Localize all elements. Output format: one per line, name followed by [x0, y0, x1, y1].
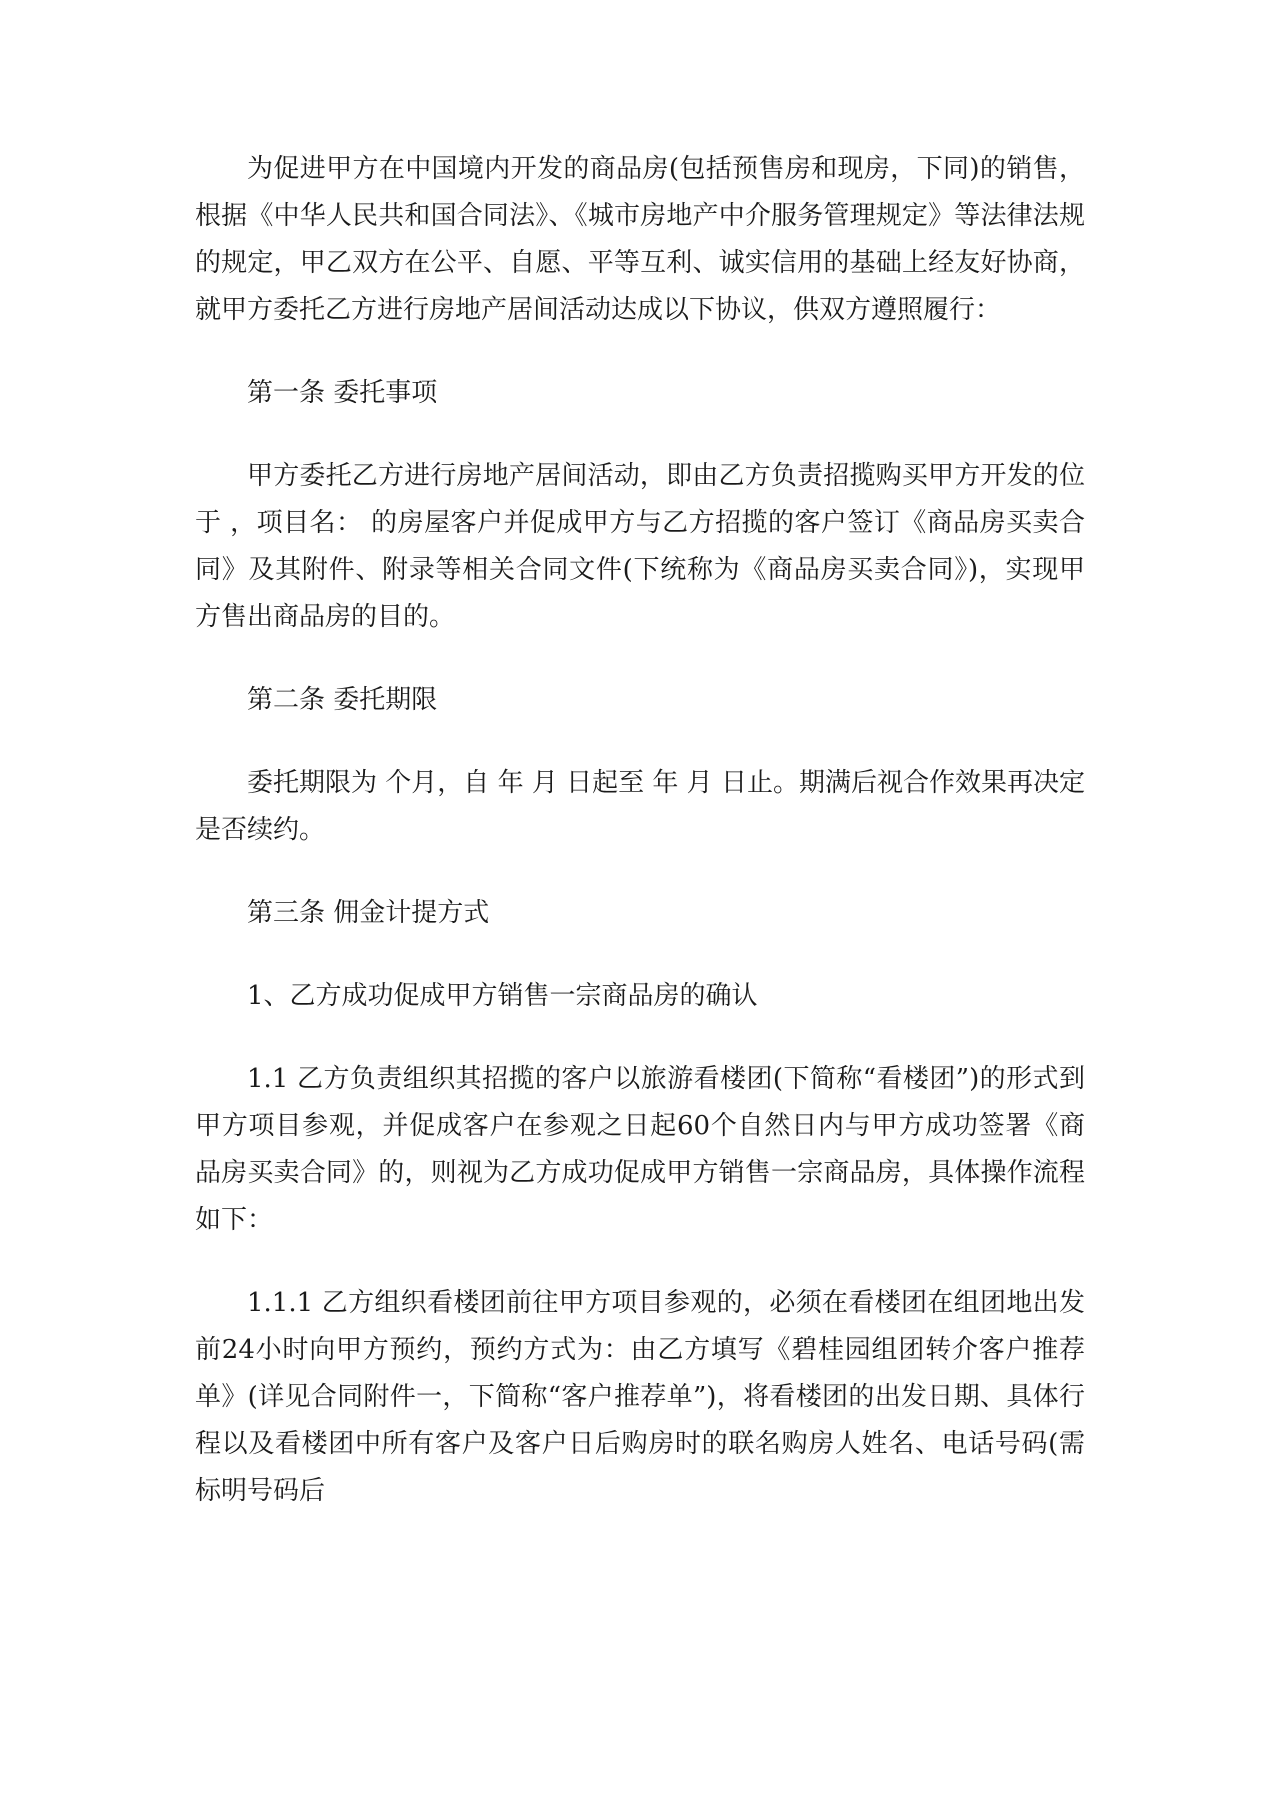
- document-body: [195, 146, 1085, 1551]
- intro-paragraph: 为促进甲方在中国境内开发的商品房(包括预售房和现房，下同)的销售，根据《中华人民共和国合同法》、《城市房地产中介服务管理规定》等法律法规的规定，甲乙双方在公平、自愿、平等互利、诚实信用的基础上经友好协商，就甲方委托乙方进行房地产居间活动达成以下协议，供双方遵照履行：: [195, 154, 1085, 325]
- clause-1-1-1-paragraph: 1.1.1 乙方组织看楼团前往甲方项目参观的，必须在看楼团在组团地出发前24小时向甲方预约，预约方式为：由乙方填写《碧桂园组团转介客户推荐单》(详见合同附件一，下简称“客户推荐单”)，将看楼团的出发日期、具体行程以及看楼团中所有客户及客户日后购房时的联名购房人姓名、电话号码(需标明号码后: [195, 1288, 1085, 1506]
- article-1-heading: 第一条 委托事项: [247, 378, 438, 408]
- clause-1-heading: 1、乙方成功促成甲方销售一宗商品房的确认: [247, 981, 758, 1011]
- article-1-paragraph: 甲方委托乙方进行房地产居间活动，即由乙方负责招揽购买甲方开发的位于 ，项目名： 的房屋客户并促成甲方与乙方招揽的客户签订《商品房买卖合同》及其附件、附录等相关合同文件(下统称为《商品房买卖合同》)，实现甲方售出商品房的目的。: [195, 461, 1085, 632]
- clause-1-1-paragraph: 1.1 乙方负责组织其招揽的客户以旅游看楼团(下简称“看楼团”)的形式到甲方项目参观，并促成客户在参观之日起60个自然日内与甲方成功签署《商品房买卖合同》的，则视为乙方成功促成甲方销售一宗商品房，具体操作流程如下：: [195, 1064, 1085, 1235]
- article-2-paragraph: 委托期限为 个月，自 年 月 日起至 年 月 日止。期满后视合作效果再决定是否续约。: [195, 768, 1085, 845]
- article-3-heading: 第三条 佣金计提方式: [247, 898, 490, 928]
- article-2-heading: 第二条 委托期限: [247, 685, 438, 715]
